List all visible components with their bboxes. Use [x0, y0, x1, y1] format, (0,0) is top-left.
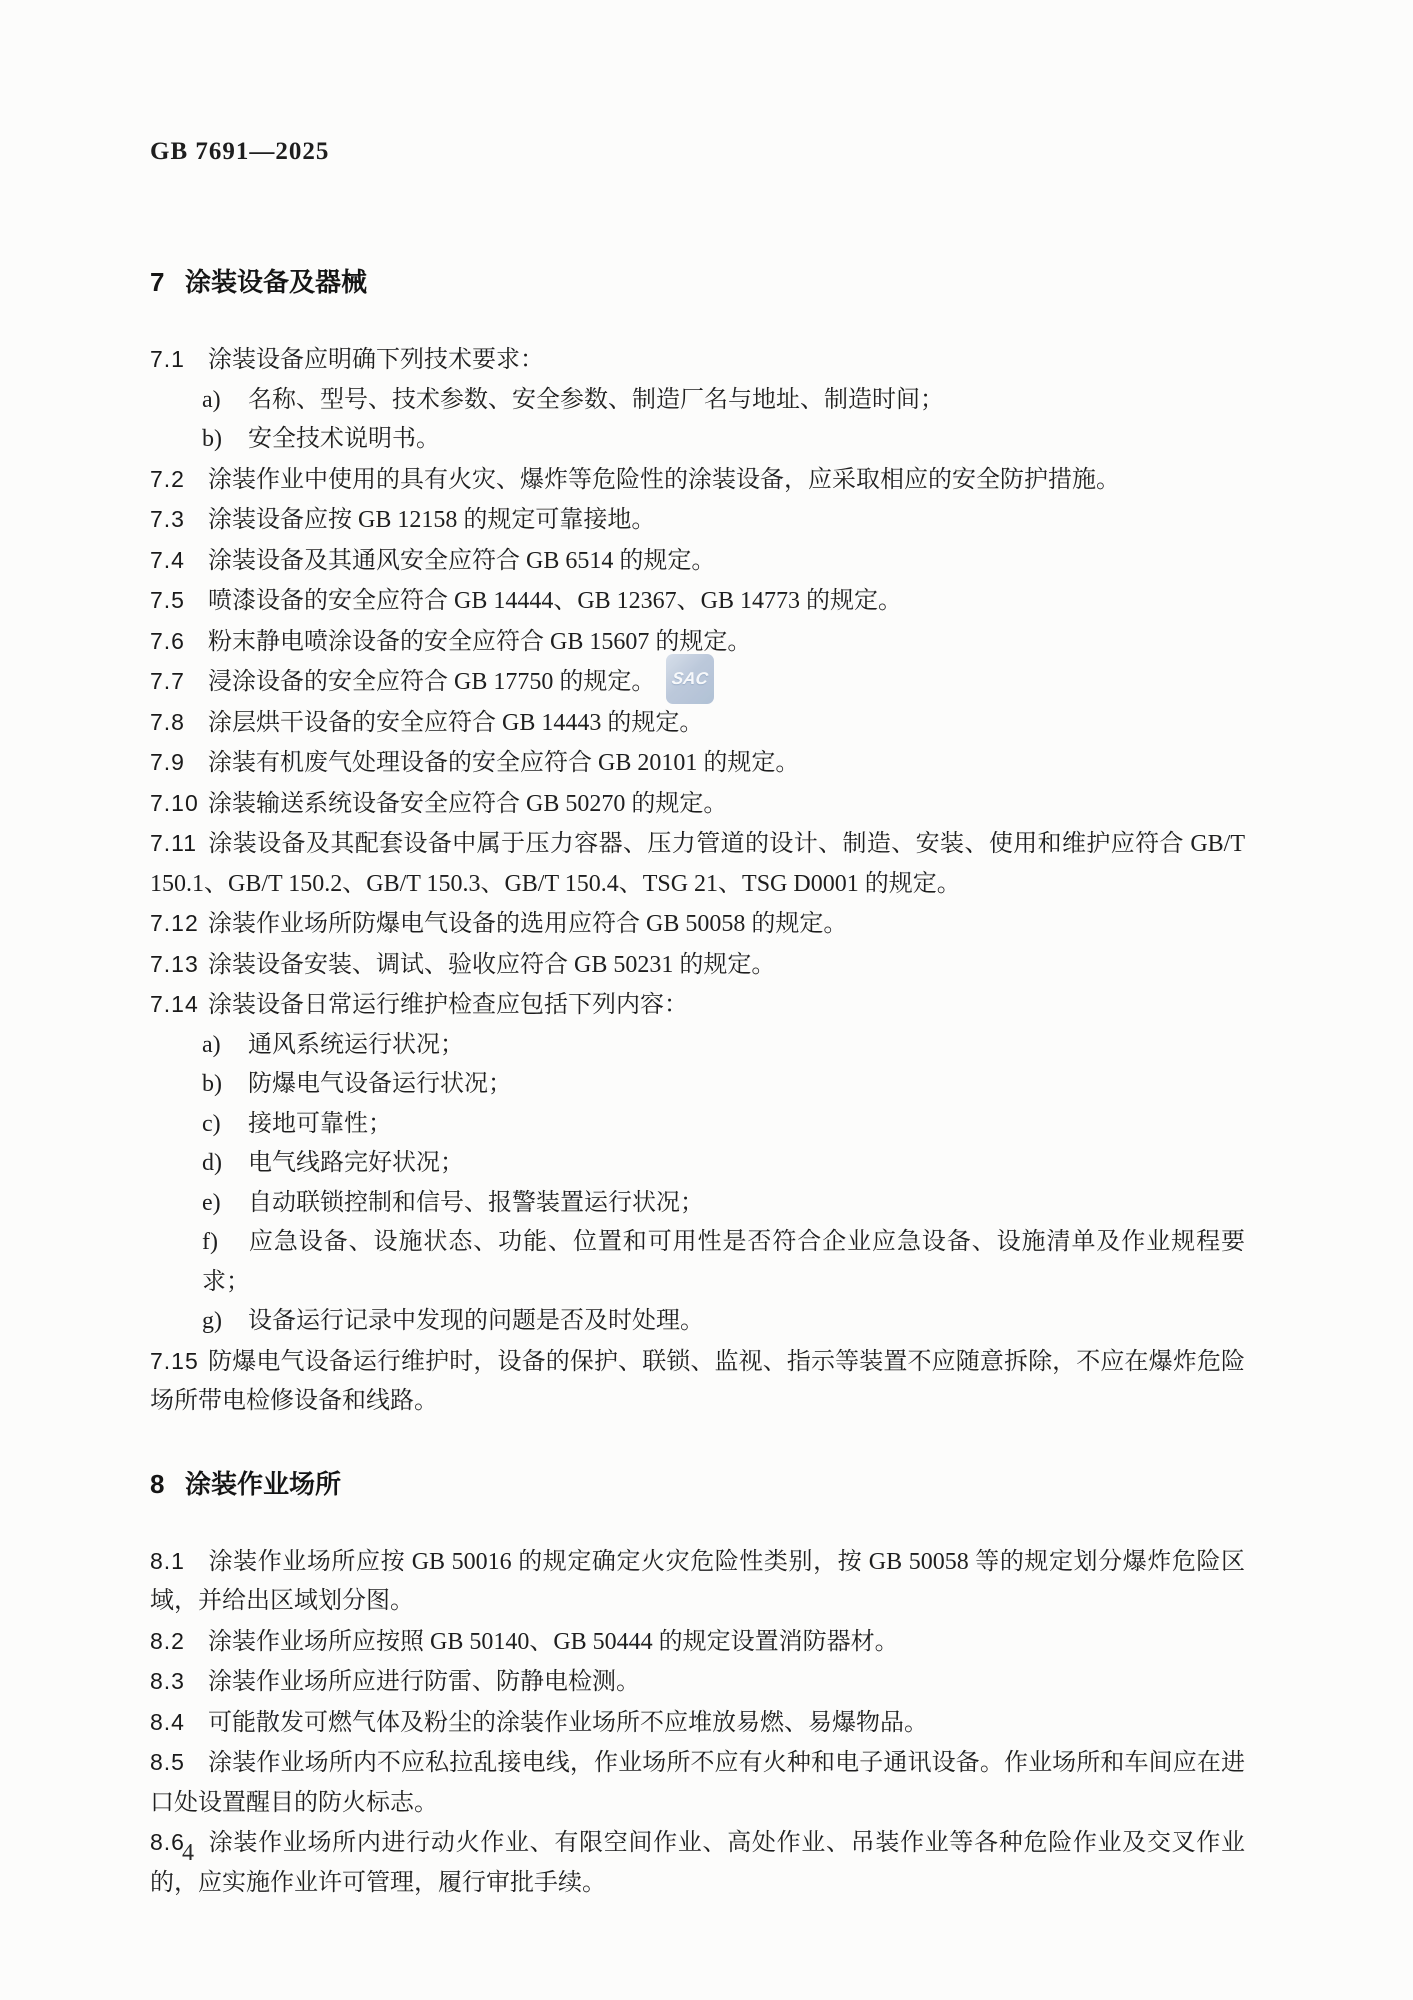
clause-text: 涂装设备应明确下列技术要求：: [208, 347, 544, 373]
document-body: [150, 262, 1245, 1903]
list-item-marker: f): [202, 1229, 218, 1255]
clause-paragraph: [150, 904, 1245, 945]
page-number: 4: [182, 1840, 194, 1866]
list-item-marker: b): [202, 1071, 222, 1097]
clause-text: 涂装作业场所应进行防雷、防静电检测。: [208, 1669, 640, 1695]
clause-paragraph: [150, 945, 1245, 986]
list-item: [150, 420, 1245, 460]
list-item: [150, 1144, 1245, 1184]
clause-paragraph: [150, 662, 1245, 703]
list-item: [150, 381, 1245, 421]
list-item-marker: c): [202, 1110, 221, 1137]
clause-text: 涂装作业场所应按 GB 50016 的规定确定火灾危险性类别，按 GB 50058 等的规定划分爆炸危险区域，并给出区域划分图。: [150, 1548, 1245, 1614]
clause-text: 涂装设备日常运行维护检查应包括下列内容：: [208, 992, 688, 1018]
list-item-text: 安全技术说明书。: [248, 426, 440, 452]
clause-paragraph: [150, 824, 1245, 904]
clause-paragraph: [150, 985, 1245, 1026]
sac-watermark-label: SAC: [670, 669, 710, 688]
clause-number: 8.5: [150, 1749, 185, 1775]
clause-number: 7.4: [150, 546, 185, 573]
clause-text: 可能散发可燃气体及粉尘的涂装作业场所不应堆放易燃、易爆物品。: [208, 1709, 928, 1736]
clause-number: 7.15: [150, 1347, 199, 1374]
clause-paragraph: [150, 743, 1245, 784]
clause-text: 防爆电气设备运行维护时，设备的保护、联锁、监视、指示等装置不应随意拆除，不应在爆炸危险场所带电检修设备和线路。: [150, 1348, 1245, 1414]
clause-text: 涂装作业场所内进行动火作业、有限空间作业、高处作业、吊装作业等各种危险作业及交叉作业的，应实施作业许可管理，履行审批手续。: [150, 1830, 1245, 1896]
clause-paragraph: [150, 460, 1245, 501]
list-item-marker: d): [202, 1150, 222, 1176]
list-item: [150, 1302, 1245, 1342]
clause-paragraph: [150, 500, 1245, 541]
clause-text: 涂装设备安装、调试、验收应符合 GB 50231 的规定。: [208, 951, 776, 978]
list-item-marker: g): [202, 1308, 222, 1334]
list-item: [150, 1026, 1245, 1066]
clause-number: 7.6: [150, 627, 185, 654]
clause-paragraph: [150, 541, 1245, 582]
clause-text: 涂装设备应按 GB 12158 的规定可靠接地。: [208, 507, 656, 533]
list-item-text: 电气线路完好状况；: [248, 1150, 464, 1176]
clause-paragraph: [150, 1342, 1245, 1422]
clause-paragraph: [150, 1622, 1245, 1663]
list-item: [150, 1184, 1245, 1224]
clause-number: 7.7: [150, 668, 185, 694]
list-item-text: 接地可靠性；: [248, 1110, 392, 1137]
clause-number: 7.10: [150, 789, 199, 816]
list-item-text: 防爆电气设备运行状况；: [248, 1071, 512, 1097]
clause-paragraph: [150, 1743, 1245, 1823]
list-item-text: 名称、型号、技术参数、安全参数、制造厂名与地址、制造时间；: [248, 386, 944, 413]
list-item-marker: b): [202, 426, 222, 452]
clause-number: 7.3: [150, 506, 185, 532]
clause-text: 涂装设备及其配套设备中属于压力容器、压力管道的设计、制造、安装、使用和维护应符合 GB/T 150.1、GB/T 150.2、GB/T 150.3、GB/T 150.4、TSG 21、TSG D0001 的规定。: [150, 831, 1245, 897]
section-number: 8: [150, 1468, 165, 1499]
clause-paragraph: [150, 784, 1245, 825]
list-item-text: 通风系统运行状况；: [248, 1031, 464, 1058]
clause-number: 7.13: [150, 950, 199, 977]
clause-text: 涂装输送系统设备安全应符合 GB 50270 的规定。: [208, 790, 728, 817]
list-item-text: 自动联锁控制和信号、报警装置运行状况；: [248, 1189, 704, 1216]
clause-number: 7.12: [150, 910, 199, 936]
clause-text: 涂装作业场所防爆电气设备的选用应符合 GB 50058 的规定。: [208, 911, 848, 937]
clause-number: 7.11: [150, 830, 198, 856]
clause-paragraph: [150, 622, 1245, 663]
clause-text: 涂装作业场所内不应私拉乱接电线，作业场所不应有火种和电子通讯设备。作业场所和车间应在进口处设置醒目的防火标志。: [150, 1750, 1245, 1816]
list-item-text: 应急设备、设施状态、功能、位置和可用性是否符合企业应急设备、设施清单及作业规程要求；: [202, 1229, 1245, 1295]
section-number: 7: [150, 267, 165, 297]
list-item: [150, 1223, 1245, 1302]
list-item: [150, 1105, 1245, 1145]
clause-number: 7.2: [150, 465, 185, 492]
clause-text: 涂装作业场所应按照 GB 50140、GB 50444 的规定设置消防器材。: [208, 1628, 899, 1655]
clause-paragraph: [150, 1703, 1245, 1744]
clause-number: 7.1: [150, 346, 185, 372]
clause-text: 浸涂设备的安全应符合 GB 17750 的规定。: [208, 669, 656, 695]
clause-number: 7.14: [150, 991, 199, 1017]
clause-paragraph: [150, 1542, 1245, 1622]
clause-text: 涂装有机废气处理设备的安全应符合 GB 20101 的规定。: [208, 750, 800, 776]
clause-paragraph: [150, 1662, 1245, 1703]
list-item-marker: a): [202, 1031, 221, 1058]
section-heading: [150, 1464, 1245, 1504]
clause-text: 涂层烘干设备的安全应符合 GB 14443 的规定。: [208, 709, 704, 736]
clause-number: 8.6: [150, 1829, 185, 1855]
clause-paragraph: [150, 1823, 1245, 1903]
clause-paragraph: [150, 340, 1245, 381]
clause-number: 8.4: [150, 1708, 185, 1735]
clause-number: 7.5: [150, 587, 185, 613]
section-heading: [150, 262, 1245, 302]
clause-number: 8.3: [150, 1668, 185, 1694]
clause-paragraph: [150, 703, 1245, 744]
clause-number: 7.8: [150, 708, 185, 735]
clause-text: 涂装设备及其通风安全应符合 GB 6514 的规定。: [208, 547, 716, 574]
clause-text: 喷漆设备的安全应符合 GB 14444、GB 12367、GB 14773 的规定。: [208, 588, 903, 614]
clause-number: 8.1: [150, 1547, 185, 1574]
clause-text: 粉末静电喷涂设备的安全应符合 GB 15607 的规定。: [208, 628, 752, 655]
document-code: GB 7691—2025: [150, 138, 330, 165]
section-title: 涂装设备及器械: [185, 267, 368, 297]
list-item-text: 设备运行记录中发现的问题是否及时处理。: [248, 1308, 704, 1334]
clause-text: 涂装作业中使用的具有火灾、爆炸等危险性的涂装设备，应采取相应的安全防护措施。: [208, 466, 1120, 493]
list-item-marker: e): [202, 1189, 221, 1216]
clause-number: 7.9: [150, 749, 185, 775]
list-item-marker: a): [202, 386, 221, 413]
section-title: 涂装作业场所: [185, 1468, 342, 1499]
list-item: [150, 1065, 1245, 1105]
clause-number: 8.2: [150, 1627, 185, 1654]
clause-paragraph: [150, 581, 1245, 622]
